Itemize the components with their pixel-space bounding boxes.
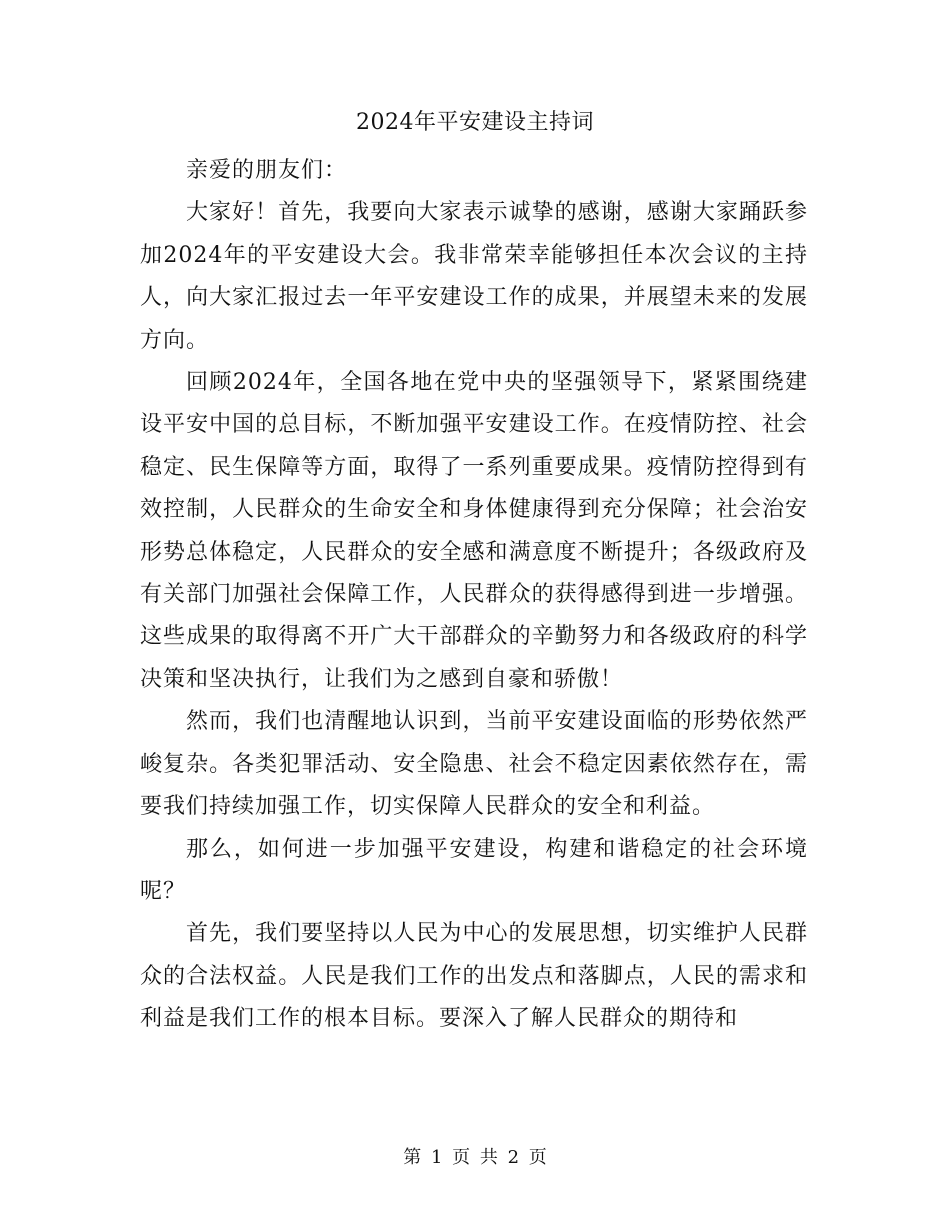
paragraph-review: 回顾2024年，全国各地在党中央的坚强领导下，紧紧围绕建设平安中国的总目标，不断加强平安建设工作。在疫情防控、社会稳定、民生保障等方面，取得了一系列重要成果。疫情防控得到有效控制，人民群众的生命安全和身体健康得到充分保障；社会治安形势总体稳定，人民群众的安全感和满意度不断提升；各级政府及有关部门加强社会保障工作，人民群众的获得感得到进一步增强。这些成果的取得离不开广大干部群众的辛勤努力和各级政府的科学决策和坚决执行，让我们为之感到自豪和骄傲！ <box>140 370 808 692</box>
paragraph-greeting: 亲爱的朋友们： <box>186 158 348 183</box>
paragraph-opening: 大家好！首先，我要向大家表示诚挚的感谢，感谢大家踊跃参加2024年的平安建设大会。我非常荣幸能够担任本次会议的主持人，向大家汇报过去一年平安建设工作的成果，并展望未来的发展方向。 <box>140 200 808 353</box>
paragraph-first-point: 首先，我们要坚持以人民为中心的发展思想，切实维护人民群众的合法权益。人民是我们工作的出发点和落脚点，人民的需求和利益是我们工作的根本目标。要深入了解人民群众的期待和 <box>140 921 808 1032</box>
paragraph-question: 那么，如何进一步加强平安建设，构建和谐稳定的社会环境呢？ <box>140 836 808 904</box>
page-footer: 第 1 页 共 2 页 <box>403 1147 547 1168</box>
document-body <box>140 150 808 1041</box>
document-title: 2024年平安建设主持词 <box>356 110 594 135</box>
paragraph-challenges: 然而，我们也清醒地认识到，当前平安建设面临的形势依然严峻复杂。各类犯罪活动、安全隐患、社会不稳定因素依然存在，需要我们持续加强工作，切实保障人民群众的安全和利益。 <box>140 709 808 820</box>
